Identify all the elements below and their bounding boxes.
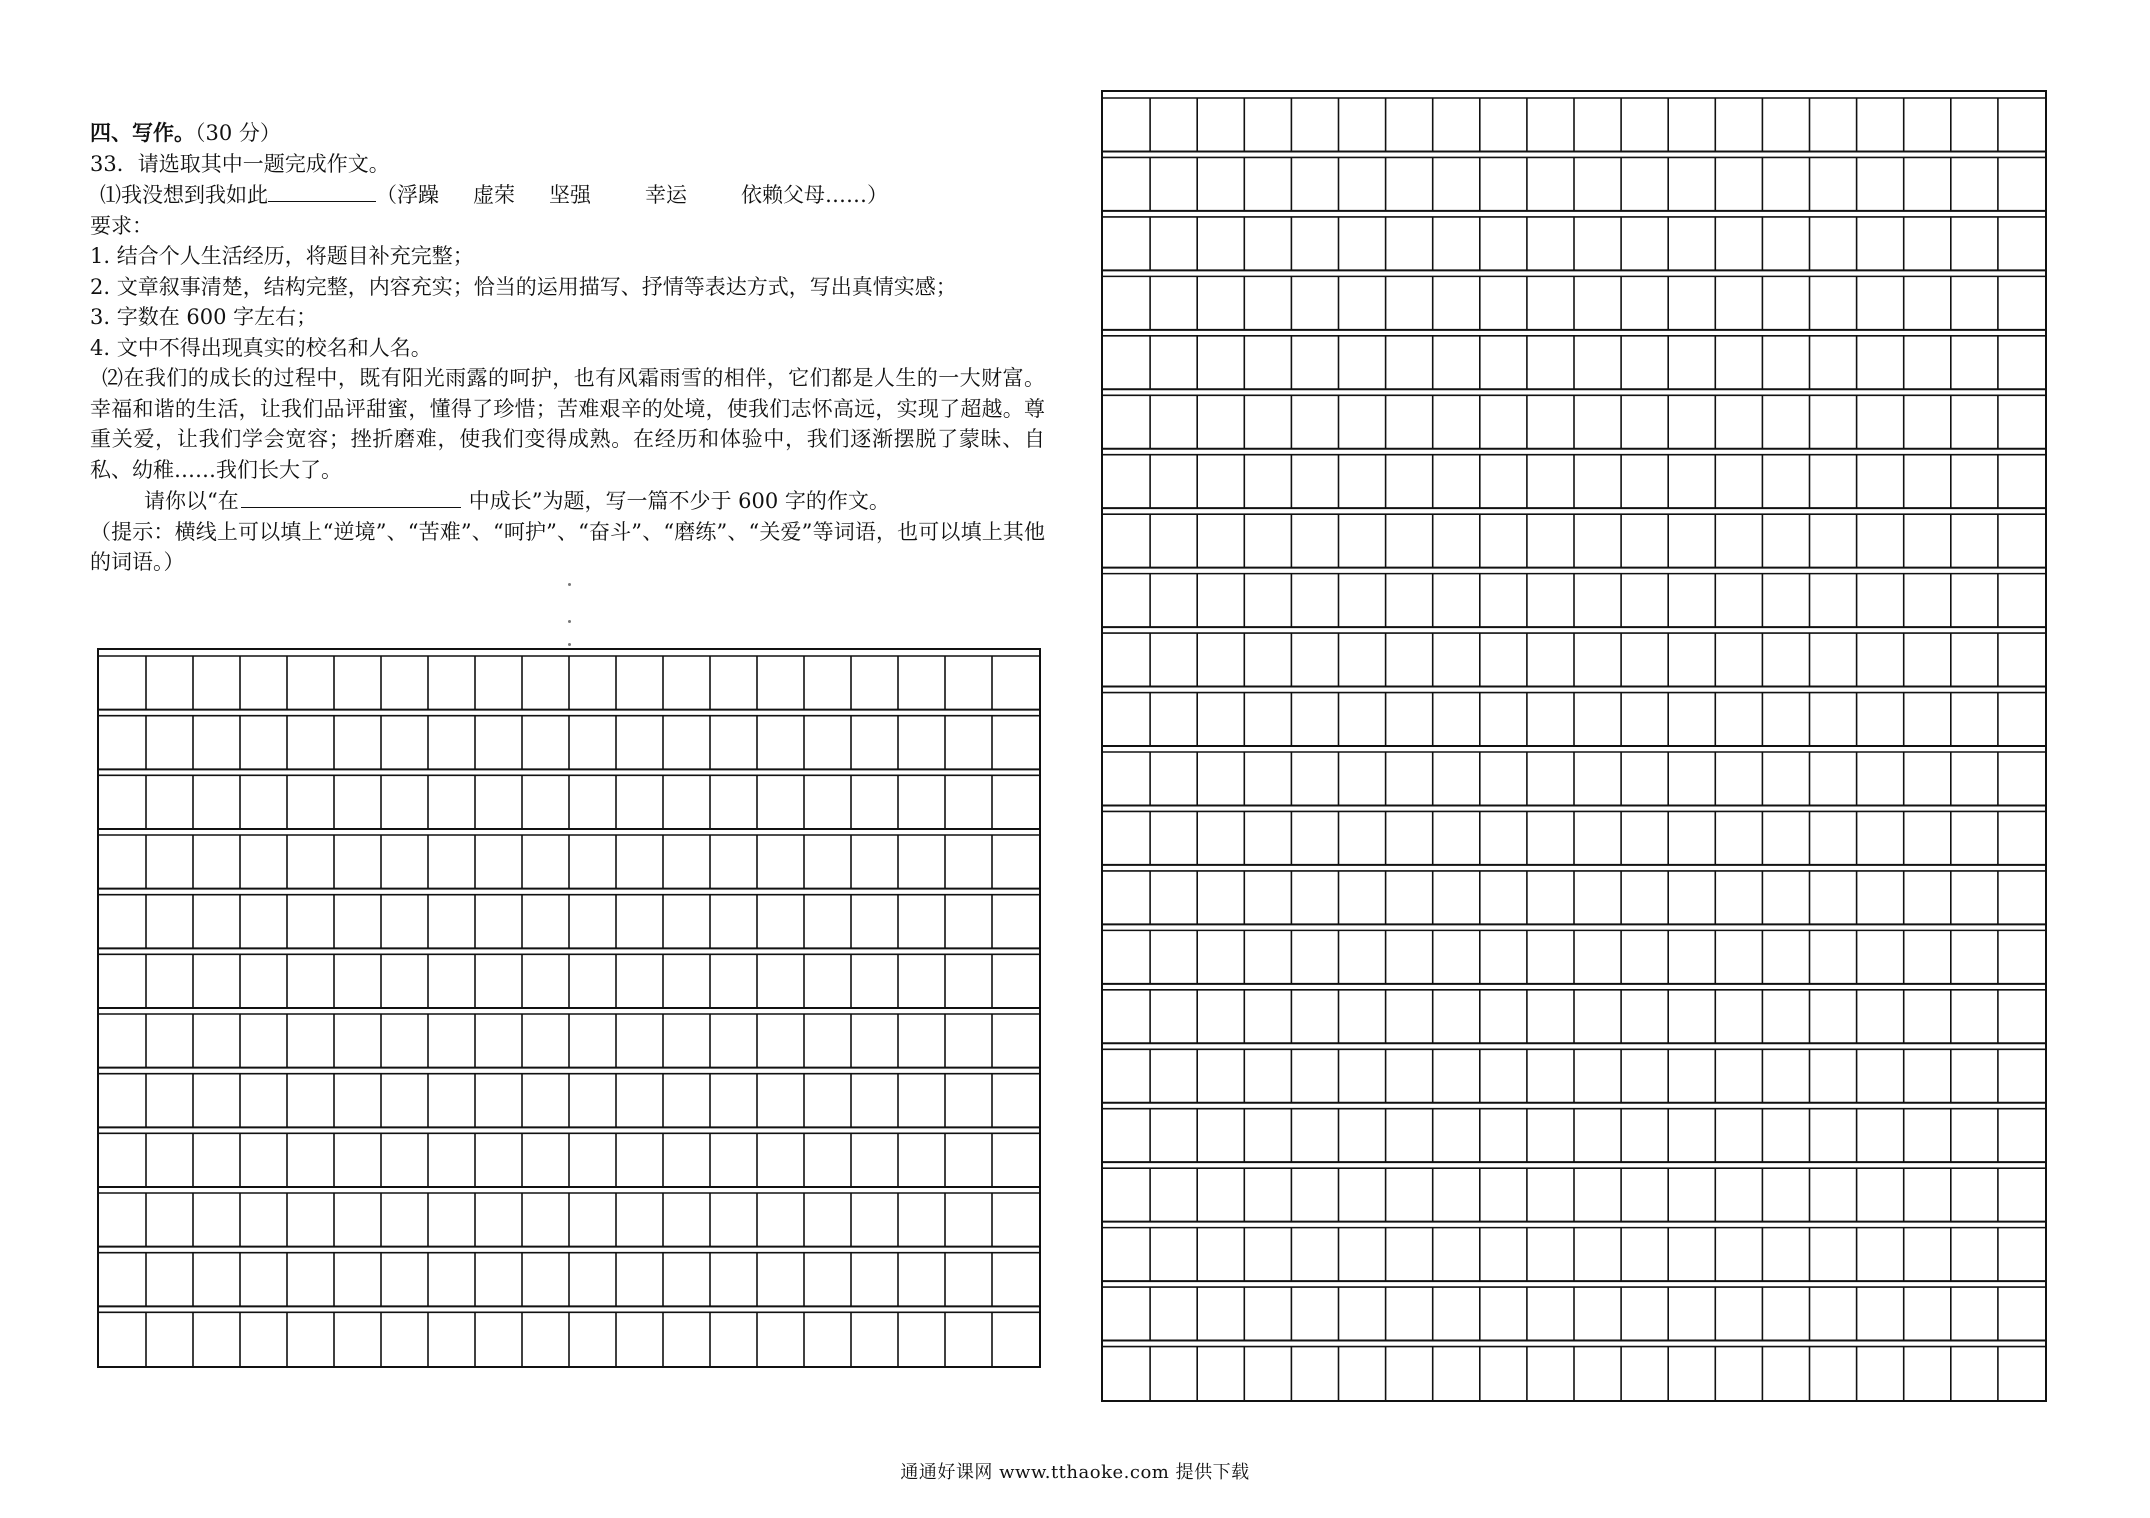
- requirement-item: 1. 结合个人生活经历，将题目补充完整；: [90, 244, 474, 268]
- question-stem: 33．请选取其中一题完成作文。: [90, 151, 390, 176]
- requirement-item: 2. 文章叙事清楚，结构完整，内容充实；恰当的运用描写、抒情等表达方式，写出真情实感；: [90, 274, 957, 299]
- prompt2-blank: [241, 485, 461, 508]
- grid-svg: [1103, 92, 2045, 1400]
- prompt2-hint: （提示：横线上可以填上“逆境”、“苦难”、“呵护”、“奋斗”、“磨练”、“关爱”等词语，也可以填上其他的词语。）: [90, 519, 1045, 574]
- writing-grid-left[interactable]: [97, 648, 1041, 1368]
- prompt2-task-before: 请你以“在: [144, 489, 239, 513]
- requirement-item: 4. 文中不得出现真实的校名和人名。: [90, 335, 432, 360]
- requirements-heading: 要求：: [90, 213, 153, 238]
- stray-dot: [568, 643, 571, 646]
- prompt1-lead: ⑴我没想到我如此: [100, 183, 268, 207]
- prompt1-blank: [268, 179, 376, 202]
- prompt1-paren-close: ）: [867, 183, 888, 207]
- prompt1-option: 虚荣: [473, 183, 515, 207]
- prompt1-option: 坚强: [549, 183, 591, 207]
- prompt1-option: 浮躁: [397, 183, 439, 207]
- stray-dot: [568, 620, 571, 623]
- stray-dot: [568, 583, 571, 586]
- prompt2-task: [90, 485, 1045, 517]
- section-title: 四、写作。: [90, 120, 195, 145]
- prompt1-option: 幸运: [645, 183, 687, 207]
- section-heading: [90, 118, 1045, 149]
- writing-grid-right[interactable]: [1101, 90, 2047, 1402]
- prompt1-paren-open: （: [376, 183, 397, 207]
- prompt2-paragraph: ⑵在我们的成长的过程中，既有阳光雨露的呵护，也有风霜雨雪的相伴，它们都是人生的一大财富。幸福和谐的生活，让我们品评甜蜜，懂得了珍惜；苦难艰辛的处境，使我们志怀高远，实现了超越。尊重关爱，让我们学会宽容；挫折磨难，使我们变得成熟。在经历和体验中，我们逐渐摆脱了蒙昧、自私、幼稚……我们长大了。: [90, 366, 1045, 482]
- prompt1-line: [90, 179, 1045, 211]
- grid-svg: [99, 650, 1039, 1366]
- prompt1-option: 依赖父母……: [741, 183, 867, 207]
- section-score: （30 分）: [195, 121, 281, 145]
- writing-instructions: [90, 118, 1045, 578]
- footer-credit: 通通好课网 www.tthaoke.com 提供下载: [900, 1462, 1250, 1483]
- requirement-item: 3. 字数在 600 字左右；: [90, 305, 318, 329]
- prompt2-task-after: 中成长”为题，写一篇不少于 600 字的作文。: [468, 489, 890, 513]
